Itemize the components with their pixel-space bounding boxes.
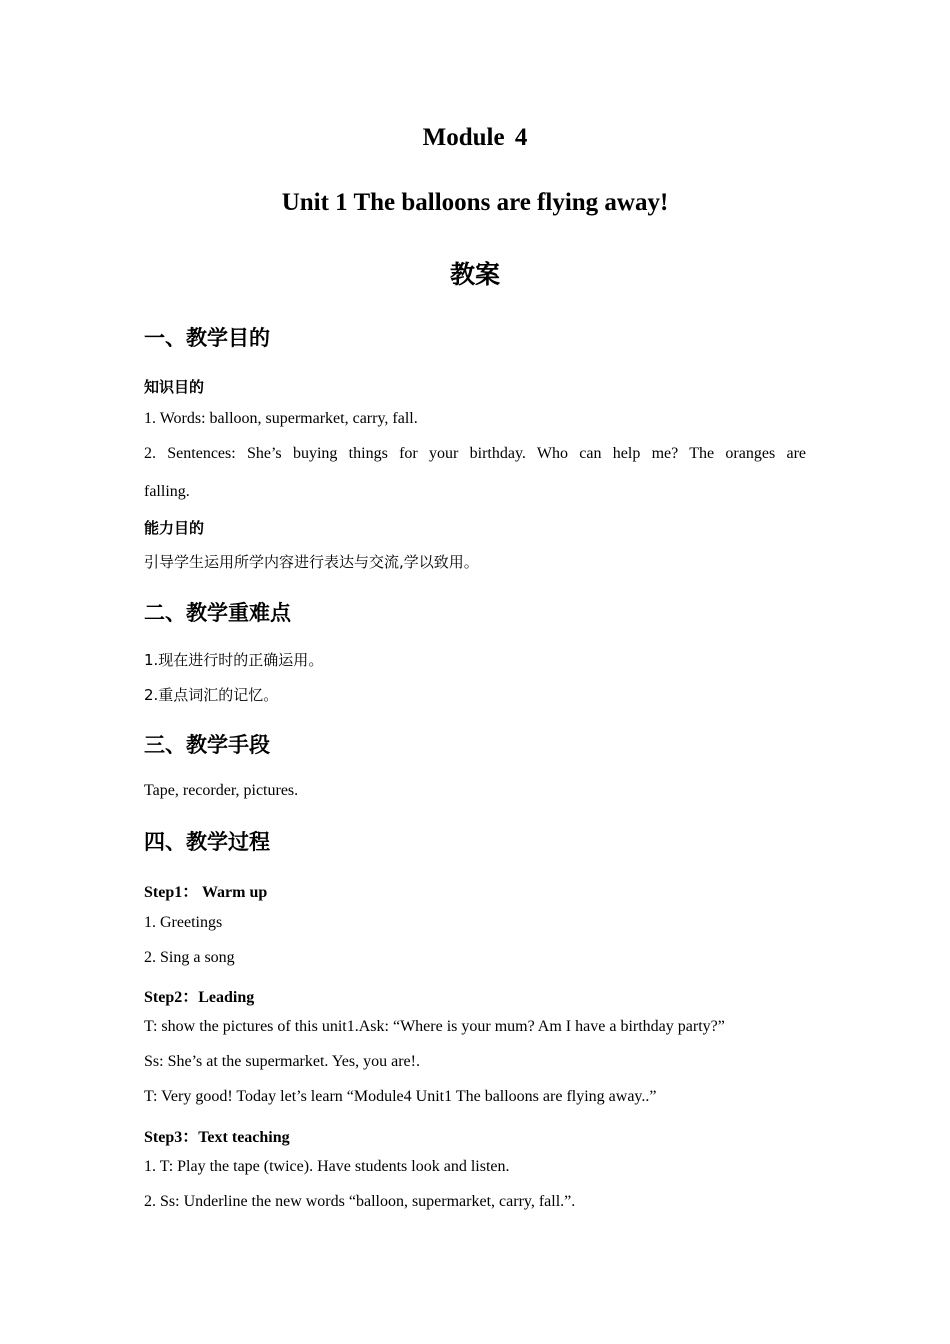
step3-item-2: 2. Ss: Underline the new words “balloon, supermarket, carry, fall.”. [144, 1193, 576, 1210]
step1-title: Step1： Warm up [144, 884, 268, 901]
step2-line-1: T: show the pictures of this unit1.Ask: “Where is your mum? Am I have a birthday party?” [144, 1018, 725, 1035]
unit-title: Unit 1 The balloons are flying away! [281, 189, 669, 216]
section-heading-objectives: 一、教学目的 [144, 326, 270, 350]
section-heading-process: 四、教学过程 [144, 830, 270, 854]
step1-item-2: 2. Sing a song [144, 949, 235, 966]
teaching-aids-text: Tape, recorder, pictures. [144, 782, 299, 799]
knowledge-item-sentences-cont: falling. [144, 483, 190, 500]
step2-line-2: Ss: She’s at the supermarket. Yes, you are!. [144, 1053, 420, 1070]
step3-title: Step3：Text teaching [144, 1129, 290, 1146]
module-title: Module 4 [422, 124, 528, 151]
doc-type-title: 教案 [449, 260, 500, 289]
step2-line-3: T: Very good! Today let’s learn “Module4 Unit1 The balloons are flying away..” [144, 1088, 657, 1105]
knowledge-item-words: 1. Words: balloon, supermarket, carry, fall. [144, 410, 418, 427]
ability-objective-label: 能力目的 [144, 519, 205, 537]
knowledge-objective-label: 知识目的 [144, 378, 205, 396]
key-point-item-2: 2.重点词汇的记忆。 [144, 686, 279, 704]
key-point-item-1: 1.现在进行时的正确运用。 [144, 651, 324, 669]
section-heading-key-points: 二、教学重难点 [144, 601, 291, 625]
step1-item-1: 1. Greetings [144, 914, 223, 931]
ability-objective-text: 引导学生运用所学内容进行表达与交流,学以致用。 [144, 553, 479, 571]
section-heading-teaching-aids: 三、教学手段 [144, 733, 270, 757]
step3-item-1: 1. T: Play the tape (twice). Have students look and listen. [144, 1158, 510, 1175]
step2-title: Step2：Leading [144, 989, 255, 1006]
knowledge-item-sentences: 2. Sentences: She’s buying things for your birthday. Who can help me? The oranges are [144, 445, 806, 462]
